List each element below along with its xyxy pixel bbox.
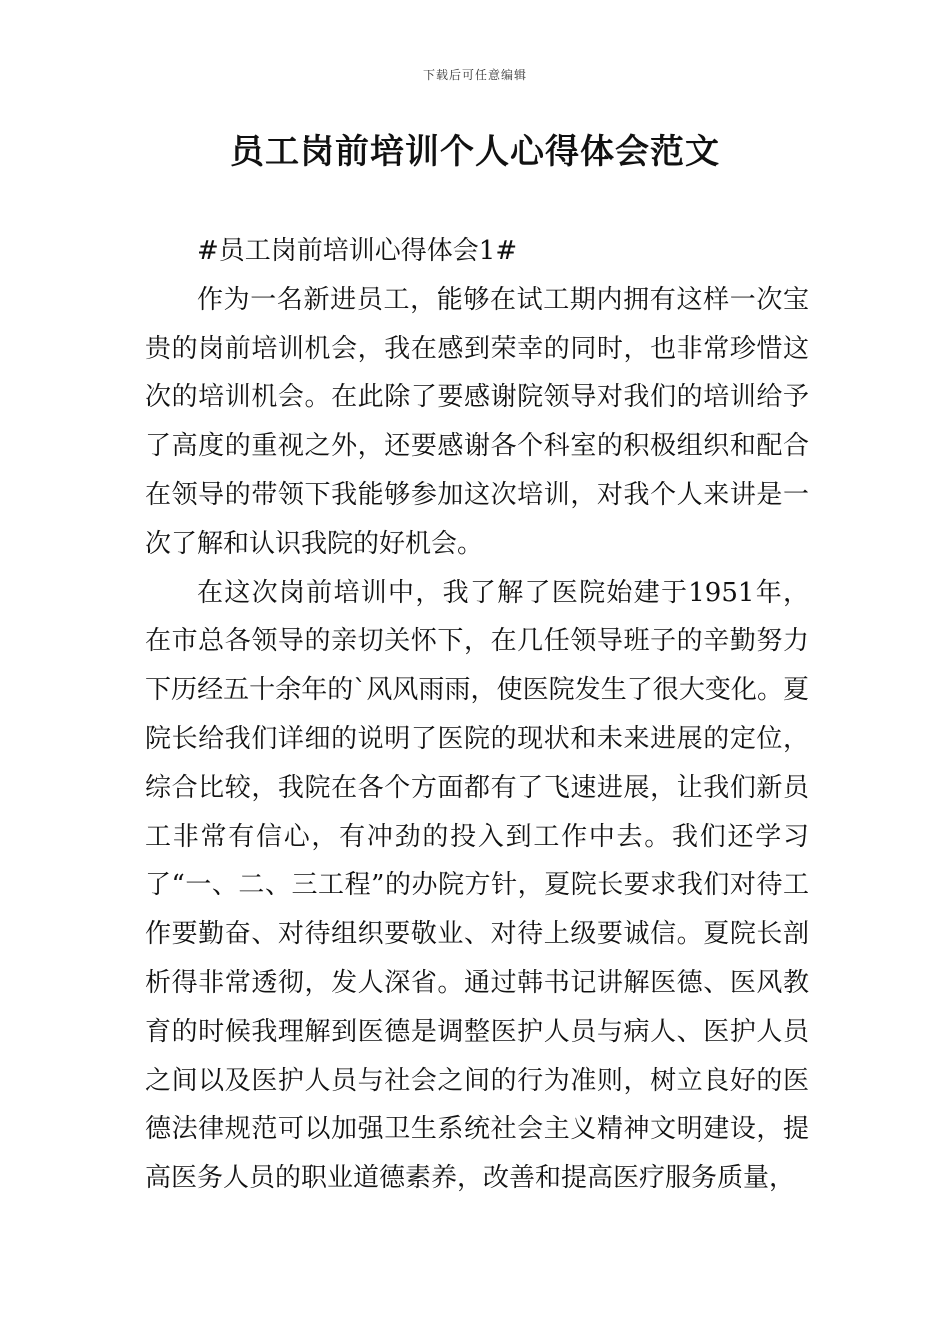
paragraph: 作为一名新进员工，能够在试工期内拥有这样一次宝贵的岗前培训机会，我在感到荣幸的同时，也非常珍惜这次的培训机会。在此除了要感谢院领导对我们的培训给予了高度的重视之外，还要感谢各个科室的积极组织和配合在领导的带领下我能够参加这次培训，对我个人来讲是一次了解和认识我院的好机会。: [145, 284, 809, 559]
paragraph: 在这次岗前培训中，我了解了医院始建于1951年，在市总各领导的亲切关怀下，在几任领导班子的辛勤努力下历经五十余年的`风风雨雨，使医院发生了很大变化。夏院长给我们详细的说明了医院的现状和未来进展的定位，综合比较，我院在各个方面都有了飞速进展，让我们新员工非常有信心，有冲劲的投入到工作中去。我们还学习了“一、二、三工程”的办院方针，夏院长要求我们对待工作要勤奋、对待组织要敬业、对待上级要诚信。夏院长剖析得非常透彻，发人深省。通过韩书记讲解医德、医风教育的时候我理解到医德是调整医护人员与病人、医护人员之间以及医护人员与社会之间的行为准则，树立良好的医德法律规范可以加强卫生系统社会主义精神文明建设，提高医务人员的职业道德素养，改善和提高医疗服务质量，: [145, 577, 809, 1194]
section-heading: #员工岗前培训心得体会1#: [197, 236, 518, 266]
document-body: [145, 227, 809, 1203]
document-title: 员工岗前培训个人心得体会范文: [230, 132, 720, 172]
header-note: 下载后可任意编辑: [422, 68, 527, 82]
